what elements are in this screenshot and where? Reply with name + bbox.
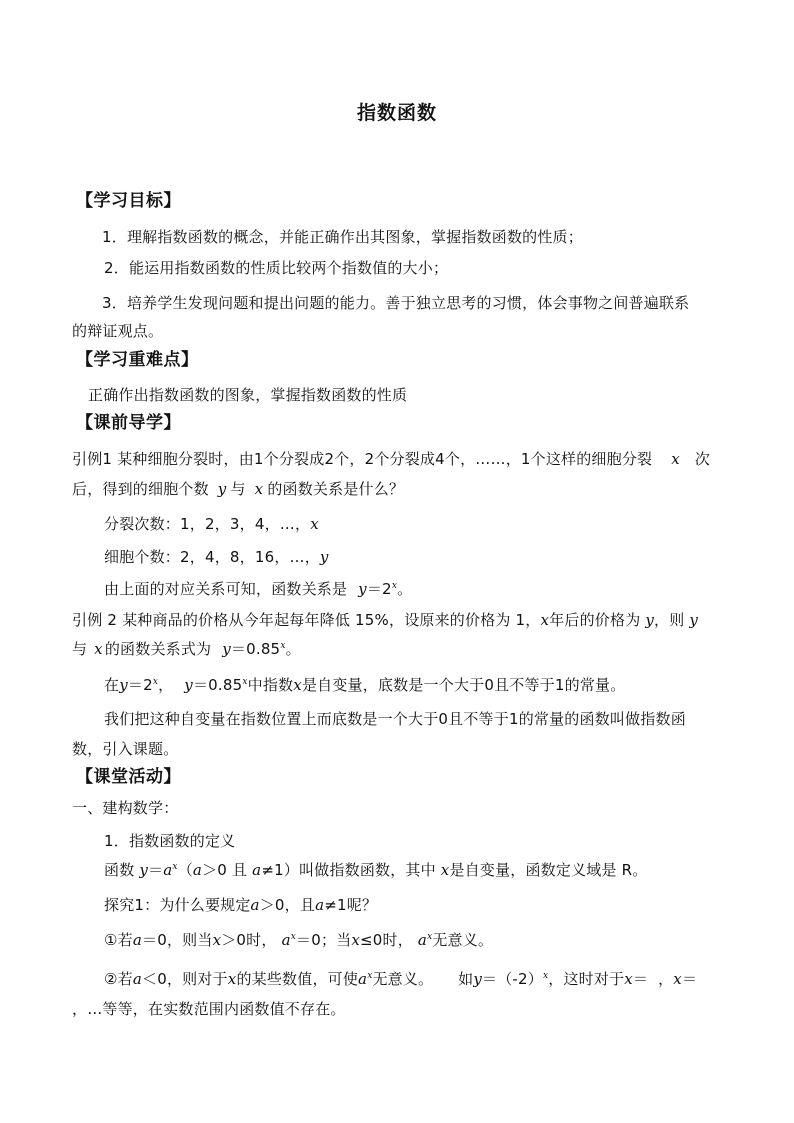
objective-item-1: 1．理解指数函数的概念，并能正确作出其图象，掌握指数函数的性质； xyxy=(102,228,583,246)
preview-heading: 【课前导学】 xyxy=(76,413,181,433)
keypoints-heading: 【学习重难点】 xyxy=(76,350,199,370)
objective-item-3: 3．培养学生发现问题和提出问题的能力。善于独立思考的习惯，体会事物之间普遍联系 xyxy=(102,294,690,312)
objectives-heading: 【学习目标】 xyxy=(76,191,181,211)
example-1-line-1: 引例1 某种细胞分裂时，由1个分裂成2个，2个分裂成4个，……，1个这样的细胞分裂 x 次 xyxy=(72,450,711,468)
objective-item-2: 2．能运用指数函数的性质比较两个指数值的大小； xyxy=(104,259,449,277)
case-1-line: ①若a＝0，则当x＞0时， $a^x=0$；当x≤0时， $a^x$无意义。 xyxy=(104,931,494,949)
subsection-1-heading: 1．指数函数的定义 xyxy=(104,832,236,850)
example-2-line-2: 与 x 的函数关系式为 $y=0.85^x$。 xyxy=(72,640,301,658)
definition-line-2: 数，引入课题。 xyxy=(72,740,179,758)
activity-heading: 【课堂活动】 xyxy=(76,767,181,787)
example-2-line-1: 引例 2 某种商品的价格从今年起每年降低 15%，设原来的价格为 1，x年后的价格为 y，则 y xyxy=(72,611,699,629)
definition-line-1: 我们把这种自变量在指数位置上而底数是一个大于0且不等于1的常量的函数叫做指数函 xyxy=(104,710,686,728)
observation-line: 在$y=2^x$， $y=0.85^x$中指数x是自变量，底数是一个大于0且不等于1的常量。 xyxy=(104,676,626,694)
keypoints-text: 正确作出指数函数的图象，掌握指数函数的性质 xyxy=(88,386,408,404)
objective-item-3-cont: 的辩证观点。 xyxy=(72,322,164,340)
relation-line: 由上面的对应关系可知，函数关系是 $y=2^x$。 xyxy=(104,580,413,598)
case-2-line-cont: ，…等等，在实数范围内函数值不存在。 xyxy=(72,1000,346,1018)
split-count-line: 分裂次数：1，2，3，4，…，x xyxy=(104,515,319,533)
part-1-heading: 一、建构数学： xyxy=(72,799,179,817)
page-title: 指数函数 xyxy=(356,102,437,124)
cell-count-line: 细胞个数：2，4，8，16，…，y xyxy=(104,548,329,566)
function-definition-line: 函数 $y=a^x(a>0$ 且 a≠1）叫做指数函数，其中 x是自变量，函数定义域是 R。 xyxy=(104,861,648,879)
example-1-line-2: 后，得到的细胞个数 y 与 x 的函数关系是什么？ xyxy=(72,480,405,498)
explore-1-line: 探究1：为什么要规定a＞0，且a≠1呢？ xyxy=(104,896,378,914)
case-2-line: ②若a＜0，则对于x的某些数值，可使$a^x$无意义。 如$y=(-2)^x$，这时对于x＝ ，x＝ xyxy=(104,970,698,988)
